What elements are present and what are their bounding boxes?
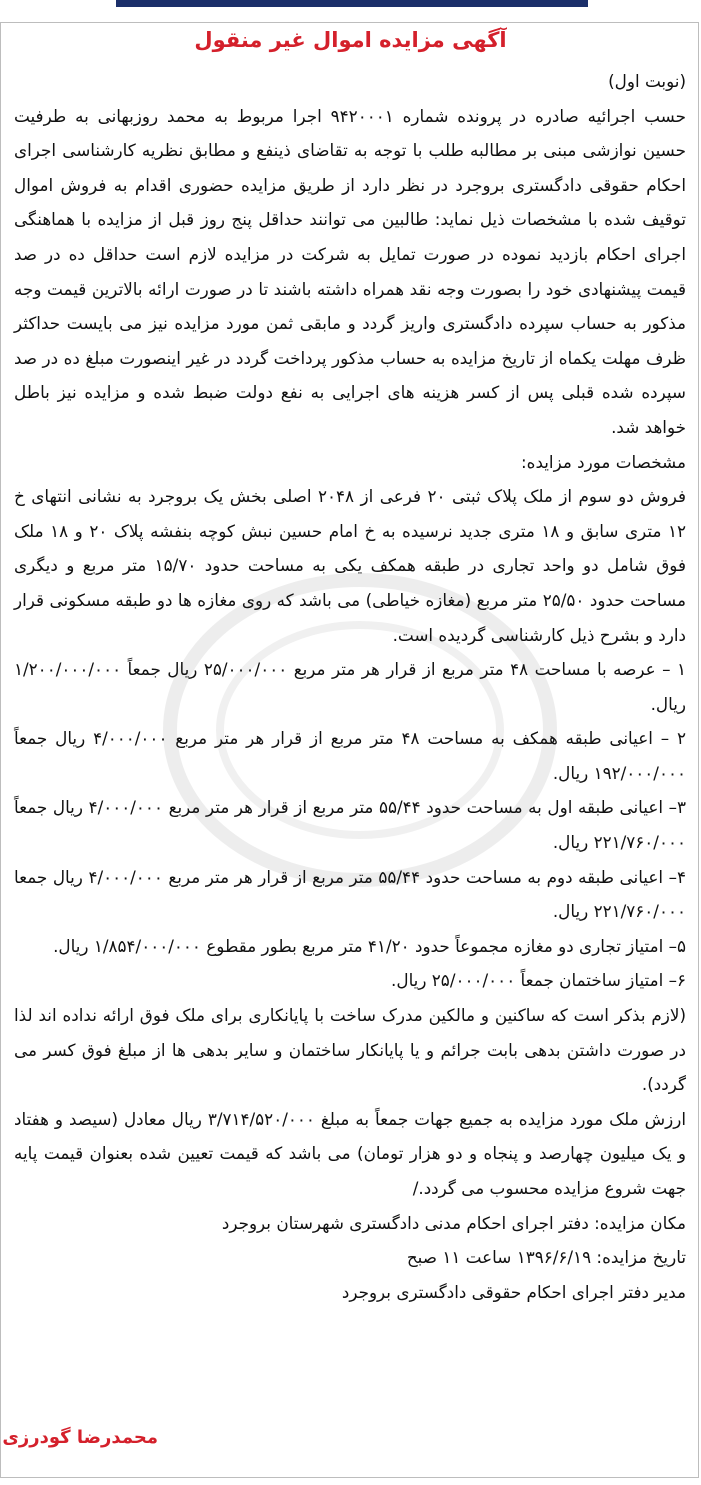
notice-title: آگهی مزایده اموال غیر منقول	[194, 28, 507, 52]
manager-title: مدیر دفتر اجرای احکام حقوقی دادگستری بروجرد	[341, 1281, 686, 1302]
specs-description: فروش دو سوم از ملک پلاک ثبتی ۲۰ فرعی از ۲۰۴۸ اصلی بخش یک بروجرد به نشانی انتهای خ ۱۲ متری سابق و ۱۸ متری جدید نرسیده به خ امام حسین نبش کوچه بنفشه پلاک ۲۰ و ۱۸ ملک فوق شامل دو واحد تجاری در طبقه همکف یکی به مساحت حدود ۱۵/۷۰ متر مربع و دیگری مساحت حدود ۲۵/۵۰ متر مربع (مغازه خیاطی) می باشد که روی مغازه ها دو طبقه مسکونی قرار دارد و بشرح ذیل کارشناسی گردیده است.	[14, 486, 686, 645]
item-2: ۲ – اعیانی طبقه همکف به مساحت ۴۸ متر مربع از قرار هر متر مربع ۴/۰۰۰/۰۰۰ ریال جمعاً ۱۹۲/۰۰۰/۰۰۰ ریال.	[14, 728, 687, 783]
item-6: ۶– امتیاز ساختمان جمعاً ۲۵/۰۰۰/۰۰۰ ریال.	[391, 970, 686, 991]
top-accent-bar	[116, 0, 588, 7]
specs-heading: مشخصات مورد مزایده:	[521, 451, 686, 472]
valuation-paragraph: ارزش ملک مورد مزایده به جمیع جهات جمعاً به مبلغ ۳/۷۱۴/۵۲۰/۰۰۰ ریال معادل (سیصد و هفتاد و یک میلیون چهارصد و پنجاه و دو هزار تومان) می باشد که قیمت تعیین شده بعنوان قیمت پایه جهت شروع مزایده محسوب می گردد./	[14, 1108, 686, 1198]
item-5: ۵– امتیاز تجاری دو مغازه مجموعاً حدود ۴۱/۲۰ متر مربع بطور مقطوع ۱/۸۵۴/۰۰۰/۰۰۰ ریال.	[53, 935, 686, 956]
note-paragraph: (لازم بذکر است که ساکنین و مالکین مدرک ساخت با پایانکاری برای ملک فوق ارائه نداده اند لذا در صورت داشتن بدهی بابت جرائم و یا پایانکار ساختمان و سایر بدهی ها از مبلغ فوق کسر می گردد).	[14, 1005, 686, 1095]
notice-body	[14, 64, 686, 1309]
signature-name: محمدرضا گودرزی	[2, 1427, 158, 1448]
round-label: (نوبت اول)	[608, 71, 686, 91]
auction-date: تاریخ مزایده: ۱۳۹۶/۶/۱۹ ساعت ۱۱ صبح	[406, 1247, 686, 1268]
item-3: ۳– اعیانی طبقه اول به مساحت حدود ۵۵/۴۴ متر مربع از قرار هر متر مربع ۴/۰۰۰/۰۰۰ ریال جمعاً ۲۲۱/۷۶۰/۰۰۰ ریال.	[14, 797, 686, 853]
item-1: ۱ – عرصه با مساحت ۴۸ متر مربع از قرار هر متر مربع ۲۵/۰۰۰/۰۰۰ ریال جمعاً ۱/۲۰۰/۰۰۰/۰۰۰ ریال.	[14, 659, 686, 714]
intro-paragraph: حسب اجرائیه صادره در پرونده شماره ۹۴۲۰۰۰۱ اجرا مربوط به محمد روزبهانی به طرفیت حسین نوازشی مبنی بر مطالبه طلب با توجه به تقاضای ذینفع و مطابق نظریه کارشناسی اجرای احکام حقوقی دادگستری بروجرد در نظر دارد از طریق مزایده حضوری اقدام به فروش اموال توقیف شده با مشخصات ذیل نماید: طالبین می توانند حداقل پنج روز قبل از مزایده با هماهنگی اجرای احکام بازدید نموده در صورت تمایل به شرکت در مزایده لازم است حداقل ده در صد قیمت پیشنهادی خود را بصورت وجه نقد همراه داشته باشند تا در صورت ارائه بالاترین قیمت وجه مذکور به حساب سپرده دادگستری واریز گردد و مابقی ثمن مورد مزایده نیز می بایست حداکثر ظرف مهلت یکماه از تاریخ مزایده به حساب مذکور پرداخت گردد در غیر اینصورت مبلغ ده در صد سپرده شده قبلی پس از کسر هزینه های اجرایی به نفع دولت ضبط شده و مزایده نیز باطل خواهد شد.	[14, 105, 686, 437]
auction-place: مکان مزایده: دفتر اجرای احکام مدنی دادگستری شهرستان بروجرد	[221, 1212, 686, 1233]
item-4: ۴– اعیانی طبقه دوم به مساحت حدود ۵۵/۴۴ متر مربع از قرار هر متر مربع ۴/۰۰۰/۰۰۰ ریال جمعا ۲۲۱/۷۶۰/۰۰۰ ریال.	[14, 866, 686, 922]
